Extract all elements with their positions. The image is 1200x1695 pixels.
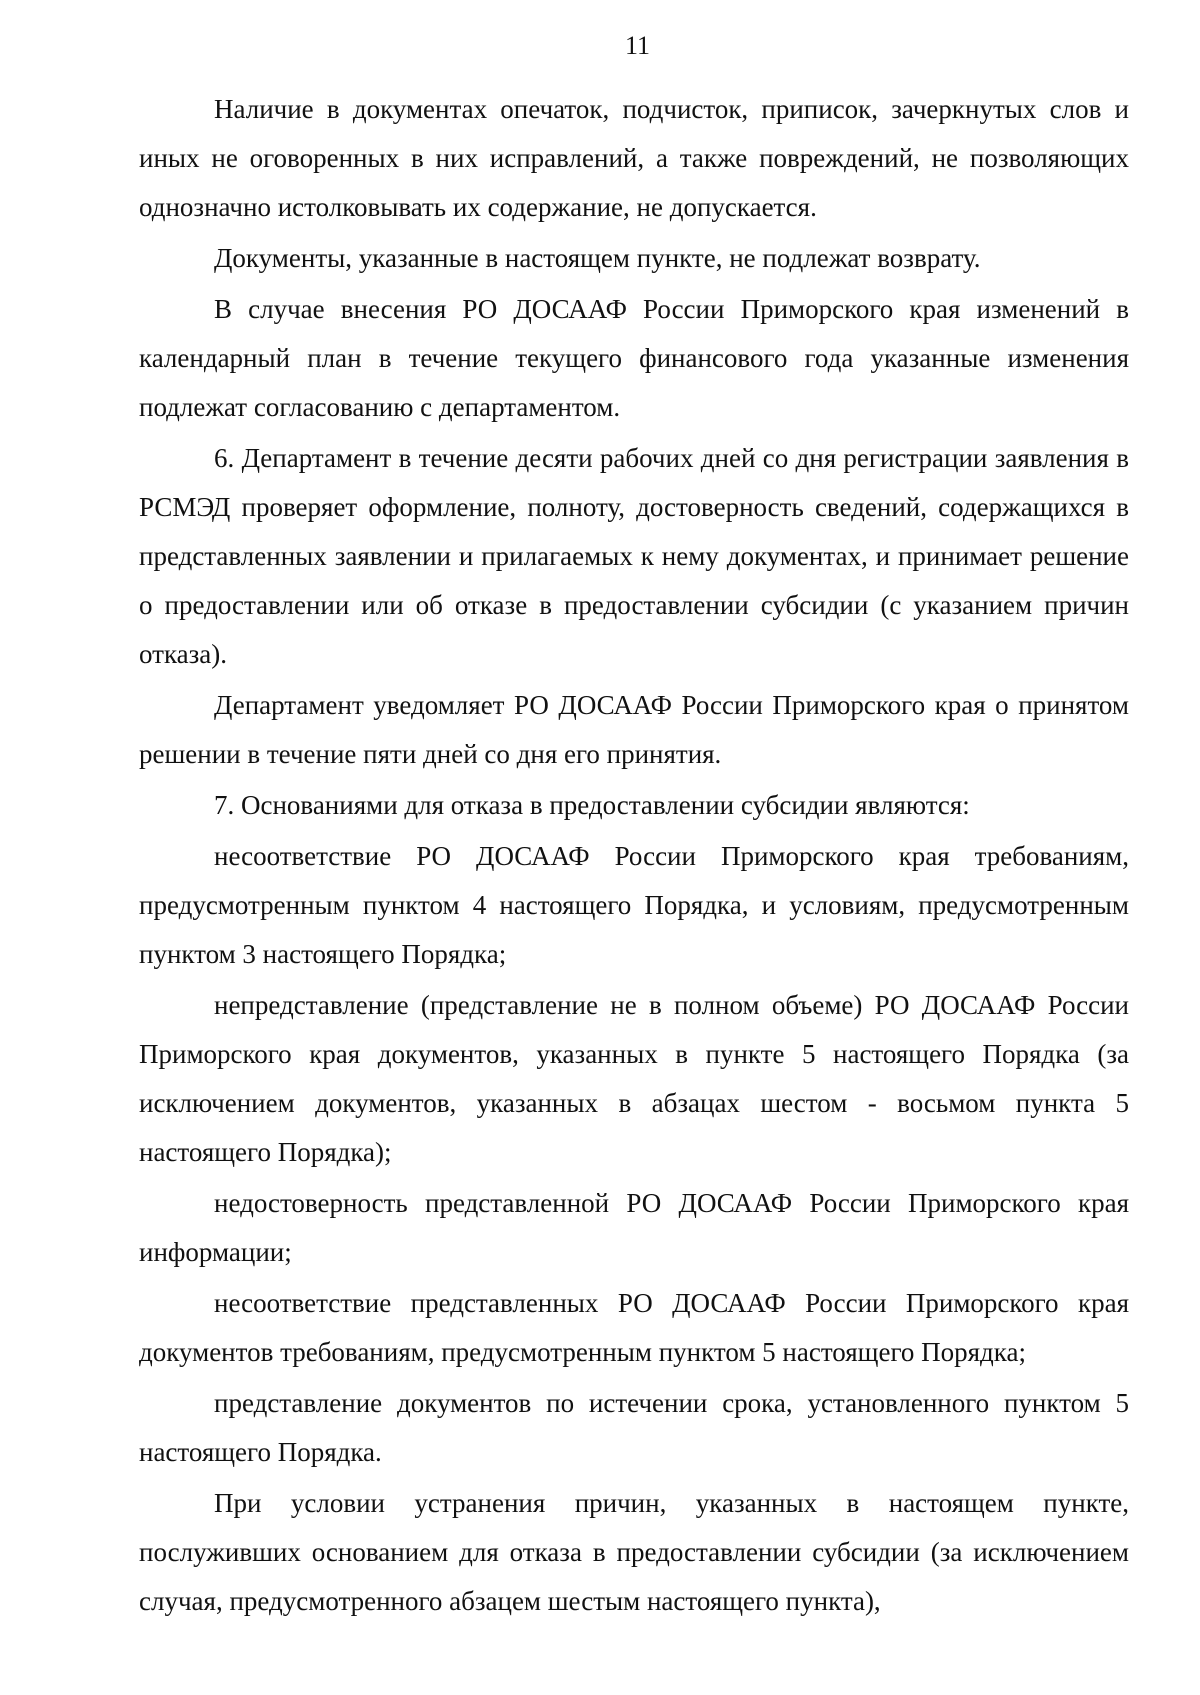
paragraph-ground-document-requirements: несоответствие представленных РО ДОСААФ России Приморского края документов требованиям, предусмотренным пунктом 5 настоящего Порядка; [139,1288,1129,1367]
paragraph-documents-not-returned: Документы, указанные в настоящем пункте, не подлежат возврату. [214,243,981,273]
paragraph-corrections-not-allowed: Наличие в документах опечаток, подчисток, приписок, зачеркнутых слов и иных не оговоренных в них исправлений, а также повреждений, не позволяющих однозначно истолковывать их содержание, не допускается. [139,94,1129,222]
paragraph-item-7-refusal-grounds: 7. Основаниями для отказа в предоставлении субсидии являются: [214,790,970,820]
paragraph-item-6-review: 6. Департамент в течение десяти рабочих дней со дня регистрации заявления в РСМЭД проверяет оформление, полноту, достоверность сведений, содержащихся в представленных заявлении и прилагаемых к нему документах, и принимает решение о предоставлении или об отказе в предоставлении субсидии (с указанием причин отказа). [139,443,1129,669]
paragraph-ground-nonconformity: несоответствие РО ДОСААФ России Приморского края требованиям, предусмотренным пунктом 4 настоящего Порядка, и условиям, предусмотренным пунктом 3 настоящего Порядка; [139,841,1129,969]
document-body [139,85,1129,1628]
page-number: 11 [624,31,651,60]
paragraph-resubmission-condition: При условии устранения причин, указанных в настоящем пункте, послуживших основанием для отказа в предоставлении субсидии (за исключением случая, предусмотренного абзацем шестым настоящего пункта), [139,1488,1129,1616]
paragraph-calendar-plan-changes: В случае внесения РО ДОСААФ России Приморского края изменений в календарный план в течение текущего финансового года указанные изменения подлежат согласованию с департаментом. [139,294,1129,422]
paragraph-ground-unreliable-info: недостоверность представленной РО ДОСААФ России Приморского края информации; [139,1188,1129,1267]
paragraph-notification: Департамент уведомляет РО ДОСААФ России Приморского края о принятом решении в течение пяти дней со дня его принятия. [139,690,1129,769]
paragraph-ground-incomplete-documents: непредставление (представление не в полном объеме) РО ДОСААФ России Приморского края документов, указанных в пункте 5 настоящего Порядка (за исключением документов, указанных в абзацах шестом - восьмом пункта 5 настоящего Порядка); [139,990,1129,1167]
paragraph-ground-late-submission: представление документов по истечении срока, установленного пунктом 5 настоящего Порядка. [139,1388,1129,1467]
